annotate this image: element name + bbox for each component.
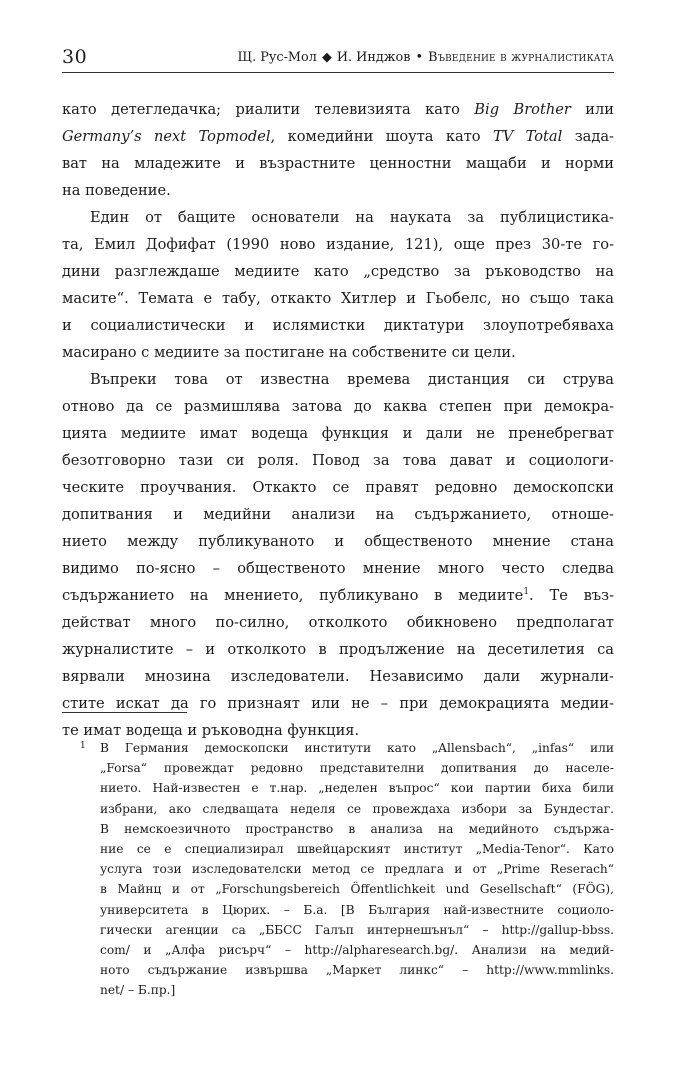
text-line: и социалистически и ислямистки диктатури злоупотребяваха — [62, 317, 614, 334]
text-line: действат много по-силно, отколкото обикновено предполагат — [62, 614, 614, 631]
text-line: масите“. Темата е табу, откакто Хитлер и Гьобелс, но също така — [62, 290, 614, 307]
running-header — [62, 44, 614, 73]
author-name: Щ. Рус-Мол — [237, 50, 317, 65]
footnote-text — [100, 738, 614, 1000]
footnote-line: В немскоезичното пространство в анализа на медийното съдържа- — [100, 821, 614, 836]
text-segment: Те въз- — [549, 587, 614, 604]
footnote-line: университета в Цюрих. – Б.а. [В България най-известните социоло- — [100, 902, 614, 917]
book-title: Въведение в журналистиката — [428, 50, 614, 65]
footnote-line: В Германия демоскопски институти като „Allensbach“, „infas“ или — [100, 741, 614, 755]
footnote-line: избрани, ако следващата неделя се провеждаха избори за Бундестаг. — [100, 801, 614, 816]
text-line: Въпреки това от известна времева дистанция си струва — [90, 371, 614, 388]
footnote-line: в Майнц и от „Forschungsbereich Öffentlichkeit und Gesellschaft“ (FÖG), — [100, 882, 614, 897]
footnote-line: услуга този изследователски метод се предлага и от „Prime Reserach“ — [100, 862, 614, 877]
text-line: видимо по-ясно – общественото мнение много често следва — [62, 560, 614, 577]
text-line: та, Емил Дофифат (1990 ново издание, 121), още през 30-те го- — [62, 236, 614, 253]
footnote-line: гически агенции са „ББСС Галъп интернешънъл“ – http://gallup-bbss. — [100, 922, 614, 937]
footnote-reference[interactable]: 1 — [523, 587, 530, 597]
text-segment: съдържанието на мнението, публикувано в медиите — [62, 587, 524, 604]
italic-title: Big Brother — [474, 101, 571, 118]
footnote-divider — [62, 712, 187, 713]
text-line: вярвали мнозина изследователи. Независимо дали журнали- — [62, 668, 614, 685]
footnote-line: net/ – Б.пр.] — [100, 983, 176, 998]
text-line: цията медиите имат водеща функция и дали не пренебрегват — [62, 425, 614, 442]
text-line: нието между публикуваното и общественото мнение стана — [62, 533, 614, 550]
text-line: журналистите – и отколкото в продължение на десетилетия са — [62, 641, 614, 658]
text-line: стите искат да го признаят или не – при демокрацията медии- — [62, 695, 614, 712]
text-line: отново да се размишлява затова до каква степен при демокра- — [62, 398, 614, 415]
italic-title: TV Total — [492, 128, 563, 145]
main-text — [62, 96, 614, 744]
text-line: Germany’s next Topmodel, комедийни шоута като TV Total зада- — [62, 128, 614, 145]
footnote-marker: 1 — [80, 741, 86, 751]
bullet-icon: • — [415, 50, 424, 65]
text-line: Един от бащите основатели на науката за публицистика- — [90, 209, 614, 226]
coauthor-name: И. Инджов — [336, 50, 411, 65]
text-line: съдържанието на мнението, публикувано в медиите$^1$. Те въз- — [62, 587, 614, 604]
footnote-line: com/ и „Алфа рисърч“ – http://alpharesearch.bg/. Анализи на медий- — [100, 942, 614, 957]
text-line: ческите проучвания. Откакто се правят редовно демоскопски — [62, 479, 614, 496]
footnote-line: ното съдържание извършва „Маркет линкс“ – http://www.mmlinks. — [100, 963, 614, 978]
text-line: на поведение. — [62, 182, 171, 199]
text-line: масирано с медиите за постигане на собствените си цели. — [62, 344, 516, 361]
text-line: дини разглеждаше медиите като „средство за ръководство на — [62, 263, 614, 280]
footnote-line: ние се е специализирал швейцарският институт „Media-Tenor“. Като — [100, 841, 614, 856]
text-line: ват на младежите и възрастните ценностни мащаби и норми — [62, 155, 614, 172]
diamond-icon: ◆ — [321, 50, 332, 65]
running-title — [238, 47, 614, 69]
footnote-line: нието. Най-известен е т.нар. „неделен въпрос“ кои партии биха били — [100, 781, 614, 796]
text-line: допитвания и медийни анализи на съдържанието, отноше- — [62, 506, 614, 523]
footnote-line: „Forsa“ провеждат редовно представителни допитвания до населе- — [100, 761, 614, 776]
text-line: те имат водеща и ръководна функция. — [62, 722, 360, 739]
text-line: като детегледачка; риалити телевизията като Big Brother или — [62, 101, 614, 118]
text-line: безотговорно тази си роля. Повод за това дават и социологи- — [62, 452, 614, 469]
italic-title: Germany’s next Topmodel — [62, 128, 271, 145]
page-number: 30 — [62, 46, 88, 68]
